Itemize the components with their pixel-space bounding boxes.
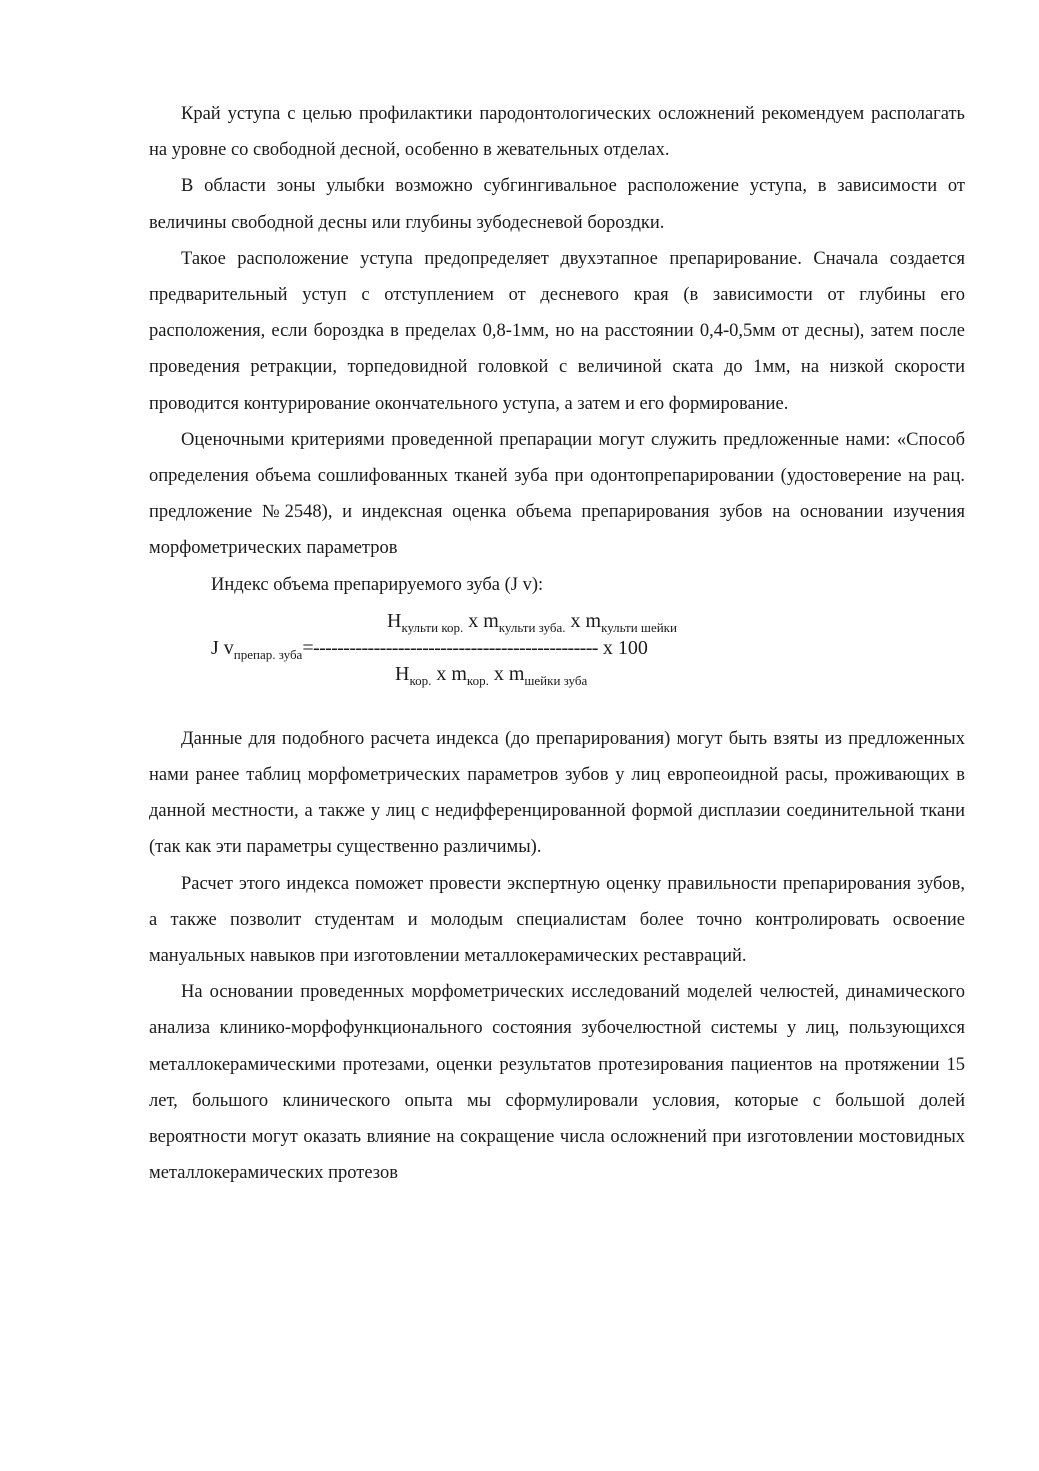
formula-multiplier: x 100 xyxy=(597,636,648,659)
numerator-term-h: H xyxy=(387,609,402,632)
denominator-sub-2: кор. xyxy=(466,672,489,688)
paragraph-index-data-source: Данные для подобного расчета индекса (до препарирования) могут быть взяты из предложенных нами ранее таблиц морфометрических параметров зубов у лиц европеоидной расы, проживающих в данной местности, а также у лиц с недифференцированной формой дисплазии соединительной ткани (так как эти параметры существенно различимы). xyxy=(149,728,965,858)
numerator-sub-3: культи шейки xyxy=(601,619,677,635)
formula-index-symbol: J v xyxy=(211,636,234,659)
paragraph-evaluation-criteria: Оценочными критериями проведенной препарации могут служить предложенные нами: «Способ определения объема сошлифованных тканей зуба при одонтопрепарировании (удостоверение на рац. предложение №2548), и индексная оценка объема препарирования зубов на основании изучения морфометрических параметров xyxy=(149,429,965,559)
formula-denominator xyxy=(395,662,587,688)
document-body xyxy=(149,96,965,1191)
formula-numerator xyxy=(387,609,677,635)
paragraph-conclusions: На основании проведенных морфометрических исследований моделей челюстей, динамического анализа клинико-морфофункционального состояния зубочелюстной системы у лиц, пользующихся металлокерамическими протезами, оценки результатов протезирования пациентов на протяжении 15 лет, большого клинического опыта мы сформулировали условия, которые с большой долей вероятности могут оказать влияние на сокращение числа осложнений при изготовлении мостовидных металлокерамических протезов xyxy=(149,982,965,1184)
paragraph-smile-zone: В области зоны улыбки возможно субгингивальное расположение уступа, в зависимости от величины свободной десны или глубины зубодесневой бороздки. xyxy=(149,176,965,233)
formula-fraction-bar: =----------------------------------------------- xyxy=(302,636,598,659)
denominator-sub-1: кор. xyxy=(409,672,432,688)
denominator-term-h: H xyxy=(395,662,410,685)
paragraph-ledge-edge: Край уступа с целью профилактики пародонтологических осложнений рекомендуем располагать на уровне со свободной десной, особенно в жевательных отделах. xyxy=(149,104,965,161)
denominator-term-m1: x m xyxy=(431,662,467,685)
volume-index-formula xyxy=(149,609,965,707)
numerator-term-m2: x m xyxy=(565,609,602,632)
paragraph-two-stage-preparation: Такое расположение уступа предопределяет двухэтапное препарирование. Сначала создается предварительный уступ с отступлением от десневого края (в зависимости от глубины его расположения, если бороздка в пределах 0,8-1мм, но на расстоянии 0,4-0,5мм от десны), затем после проведения ретракции, торпедовидной головкой с величиной ската до 1мм, на низкой скорости проводится контурирование окончательного уступа, а затем и его формирование. xyxy=(149,248,965,414)
paragraph-index-benefits: Расчет этого индекса поможет провести экспертную оценку правильности препарирования зубов, а также позволит студентам и молодым специалистам более точно контролировать освоение мануальных навыков при изготовлении металлокерамических реставраций. xyxy=(149,873,965,967)
denominator-sub-3: шейки зуба xyxy=(524,672,588,688)
formula-main-line xyxy=(211,636,648,662)
numerator-sub-1: культи кор. xyxy=(401,619,464,635)
numerator-term-m1: x m xyxy=(463,609,499,632)
denominator-term-m2: x m xyxy=(488,662,525,685)
numerator-sub-2: культи зуба. xyxy=(498,619,566,635)
formula-index-subscript: препар. зуба xyxy=(233,646,303,662)
formula-intro: Индекс объема препарируемого зуба (J v): xyxy=(211,574,544,595)
